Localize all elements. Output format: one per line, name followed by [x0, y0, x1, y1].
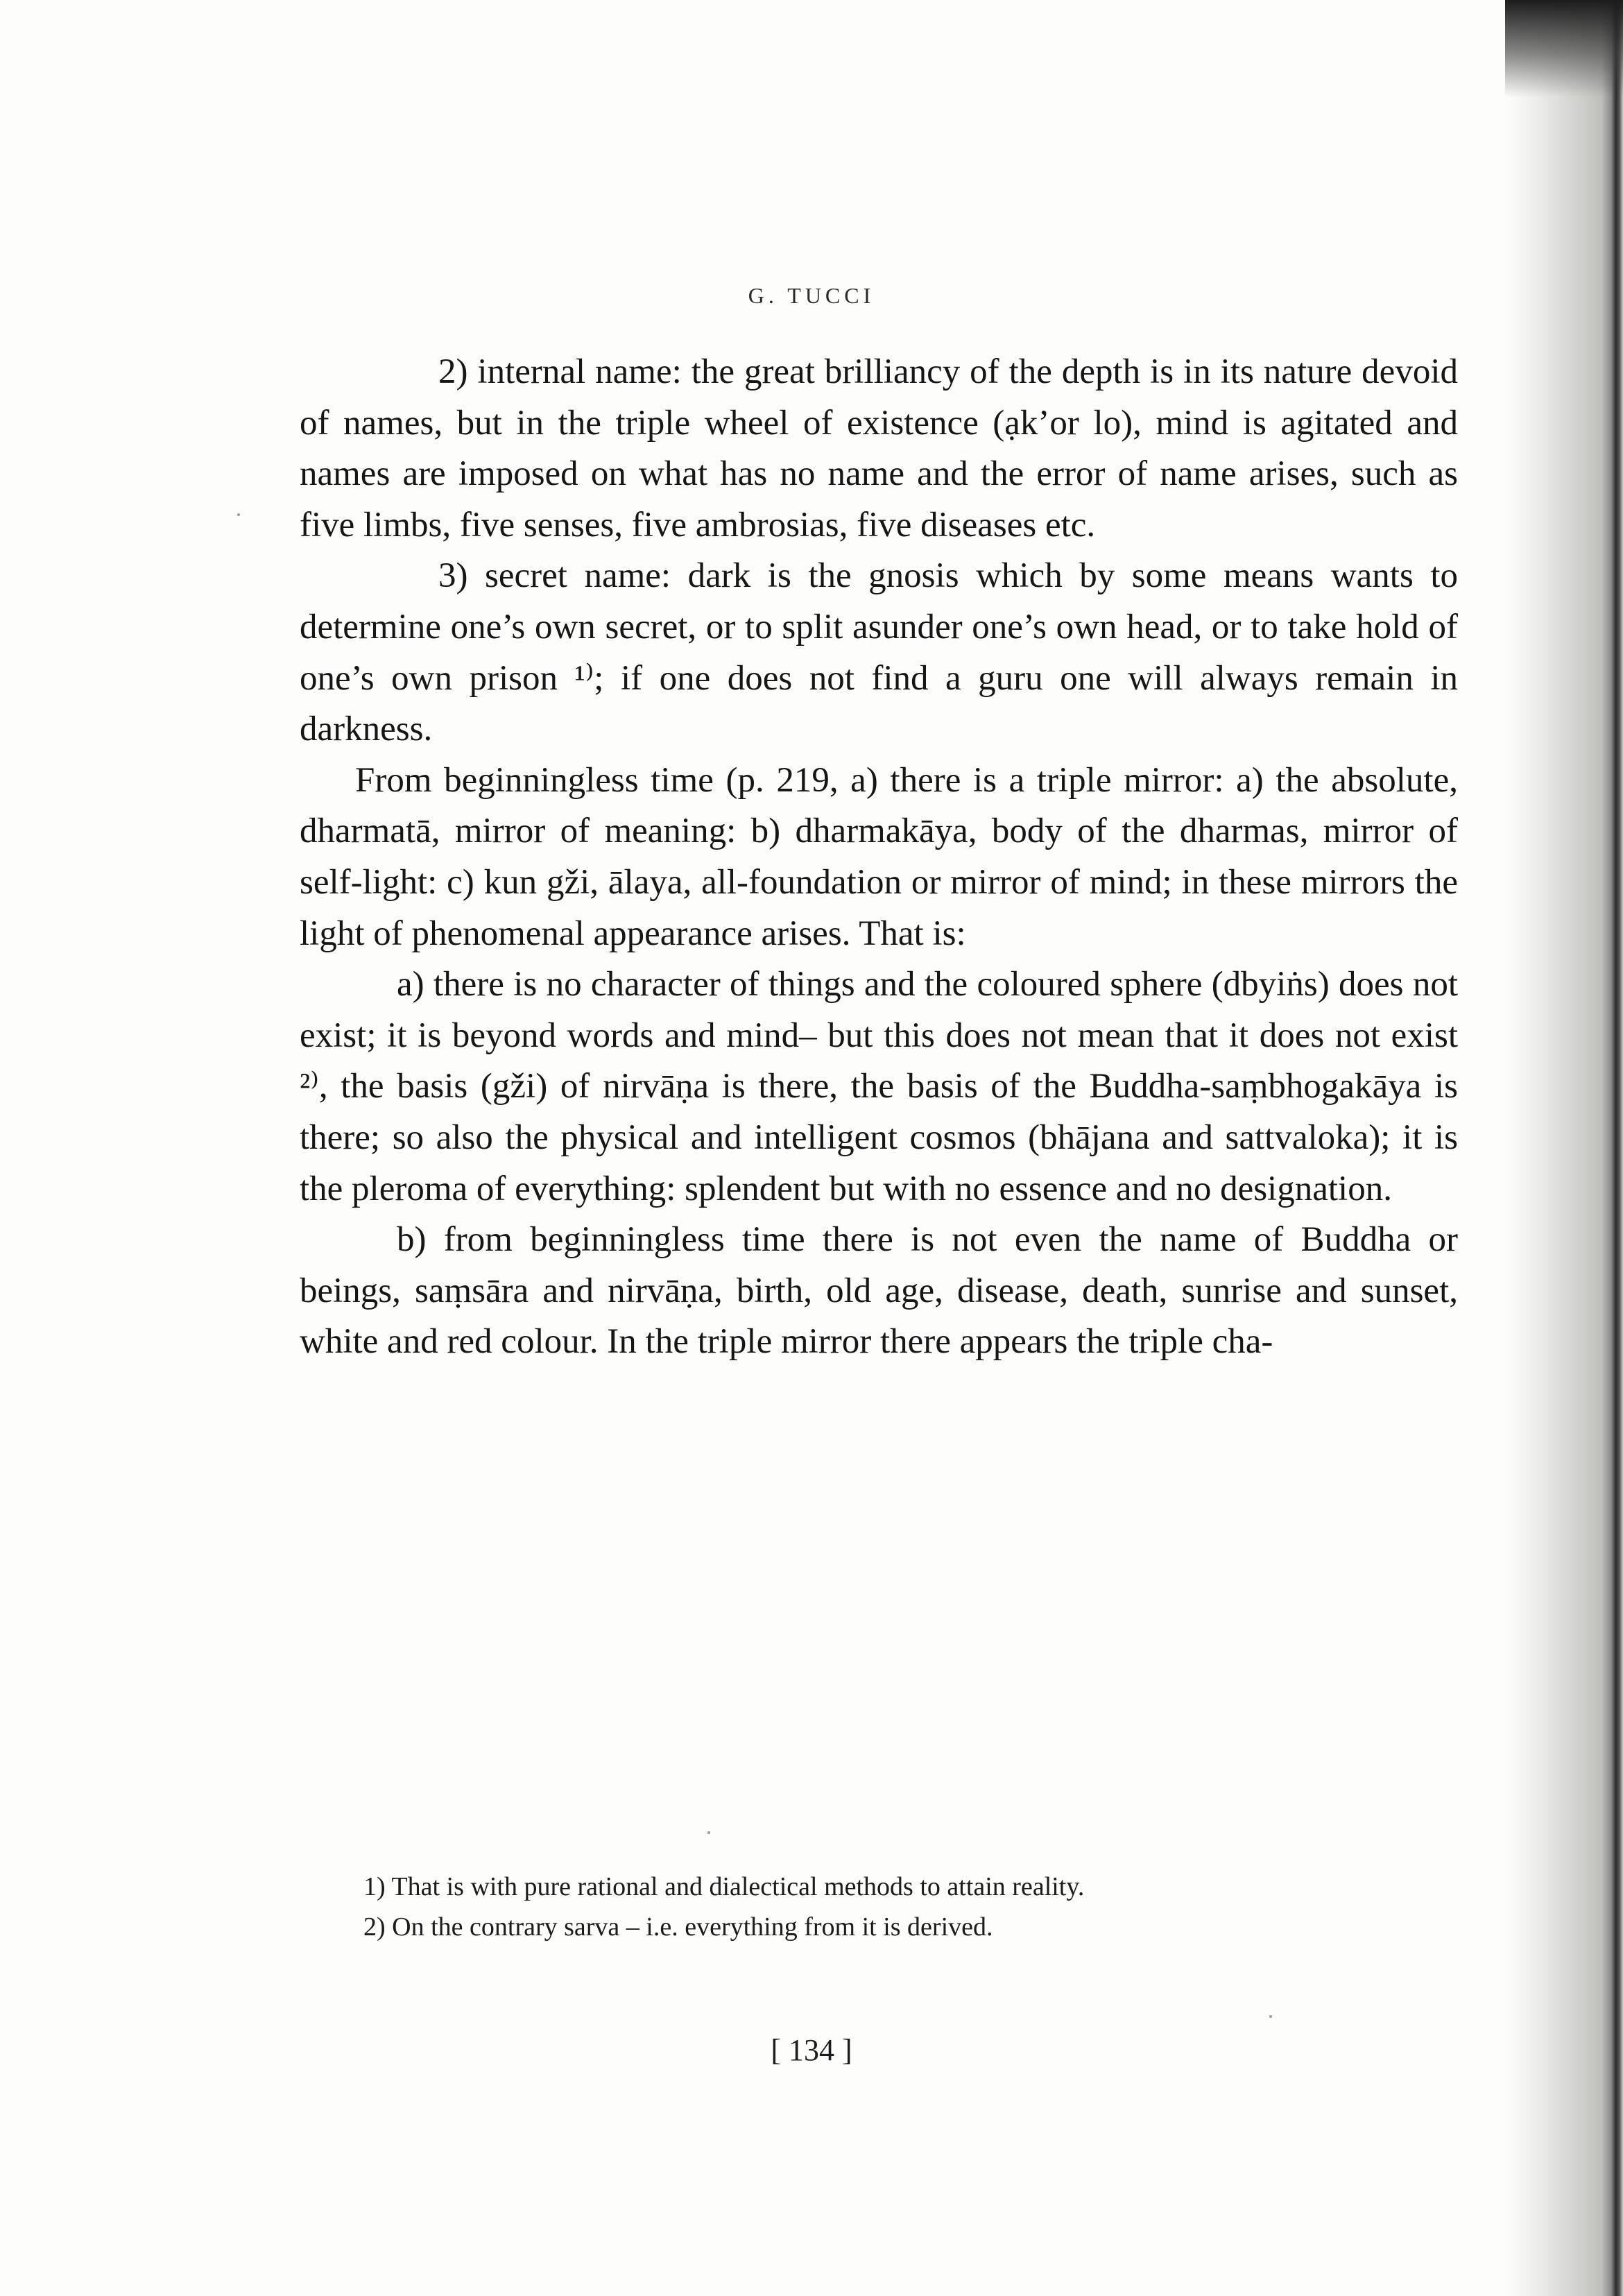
footnote-1: 1) That is with pure rational and dialectical methods to attain reality.	[363, 1872, 1085, 1901]
binding-shadow-top	[1505, 0, 1623, 97]
scan-speck	[237, 513, 240, 516]
running-head: G. TUCCI	[748, 283, 875, 308]
paragraph-point-b: b) from beginningless time there is not even the name of Buddha or beings, saṃsāra and nirvāṇa, birth, old age, disease, death, sunrise and sunset, white and red colour. In the triple mirror there appears the triple cha-	[300, 1220, 1458, 1362]
footnote-2: 2) On the contrary sarva – i.e. everything from it is derived.	[363, 1912, 993, 1942]
paragraph-point-a: a) there is no character of things and the coloured sphere (dbyiṅs) does not exist; it is beyond words and mind– but this does not mean that it does not exist ²⁾, the basis (gži) of nirvāṇa is there, the basis of the Buddha-saṃbhogakāya is there; so also the physical and intelligent cosmos (bhājana and sattvaloka); it is the pleroma of everything: splendent but with no essence and no designation.	[300, 965, 1458, 1208]
page-number: [ 134 ]	[771, 2033, 852, 2067]
paragraph-internal-name: 2) internal name: the great brilliancy of the depth is in its nature devoid of names, but in the triple wheel of existence (ạk’or lo), mind is agitated and names are imposed on what has no name and the error of name arises, such as five limbs, five senses, five ambrosias, five diseases etc.	[300, 352, 1458, 545]
paragraph-secret-name: 3) secret name: dark is the gnosis which by some means wants to determine one’s own secret, or to split asunder one’s own head, or to take hold of one’s own prison ¹⁾; if one does not find a guru one will always remain in darkness.	[300, 556, 1458, 749]
footnotes	[287, 1868, 1459, 1946]
binding-shadow	[1505, 0, 1623, 2296]
scan-speck	[1269, 2015, 1272, 2018]
main-text	[300, 347, 1458, 1368]
scan-speck	[707, 1831, 710, 1834]
paragraph-triple-mirror: From beginningless time (p. 219, a) there is a triple mirror: a) the absolute, dharmatā, mirror of meaning: b) dharmakāya, body of the dharmas, mirror of self-light: c) kun gži, ālaya, all-foundation or mirror of mind; in these mirrors the light of phenomenal appearance arises. That is:	[300, 760, 1458, 953]
